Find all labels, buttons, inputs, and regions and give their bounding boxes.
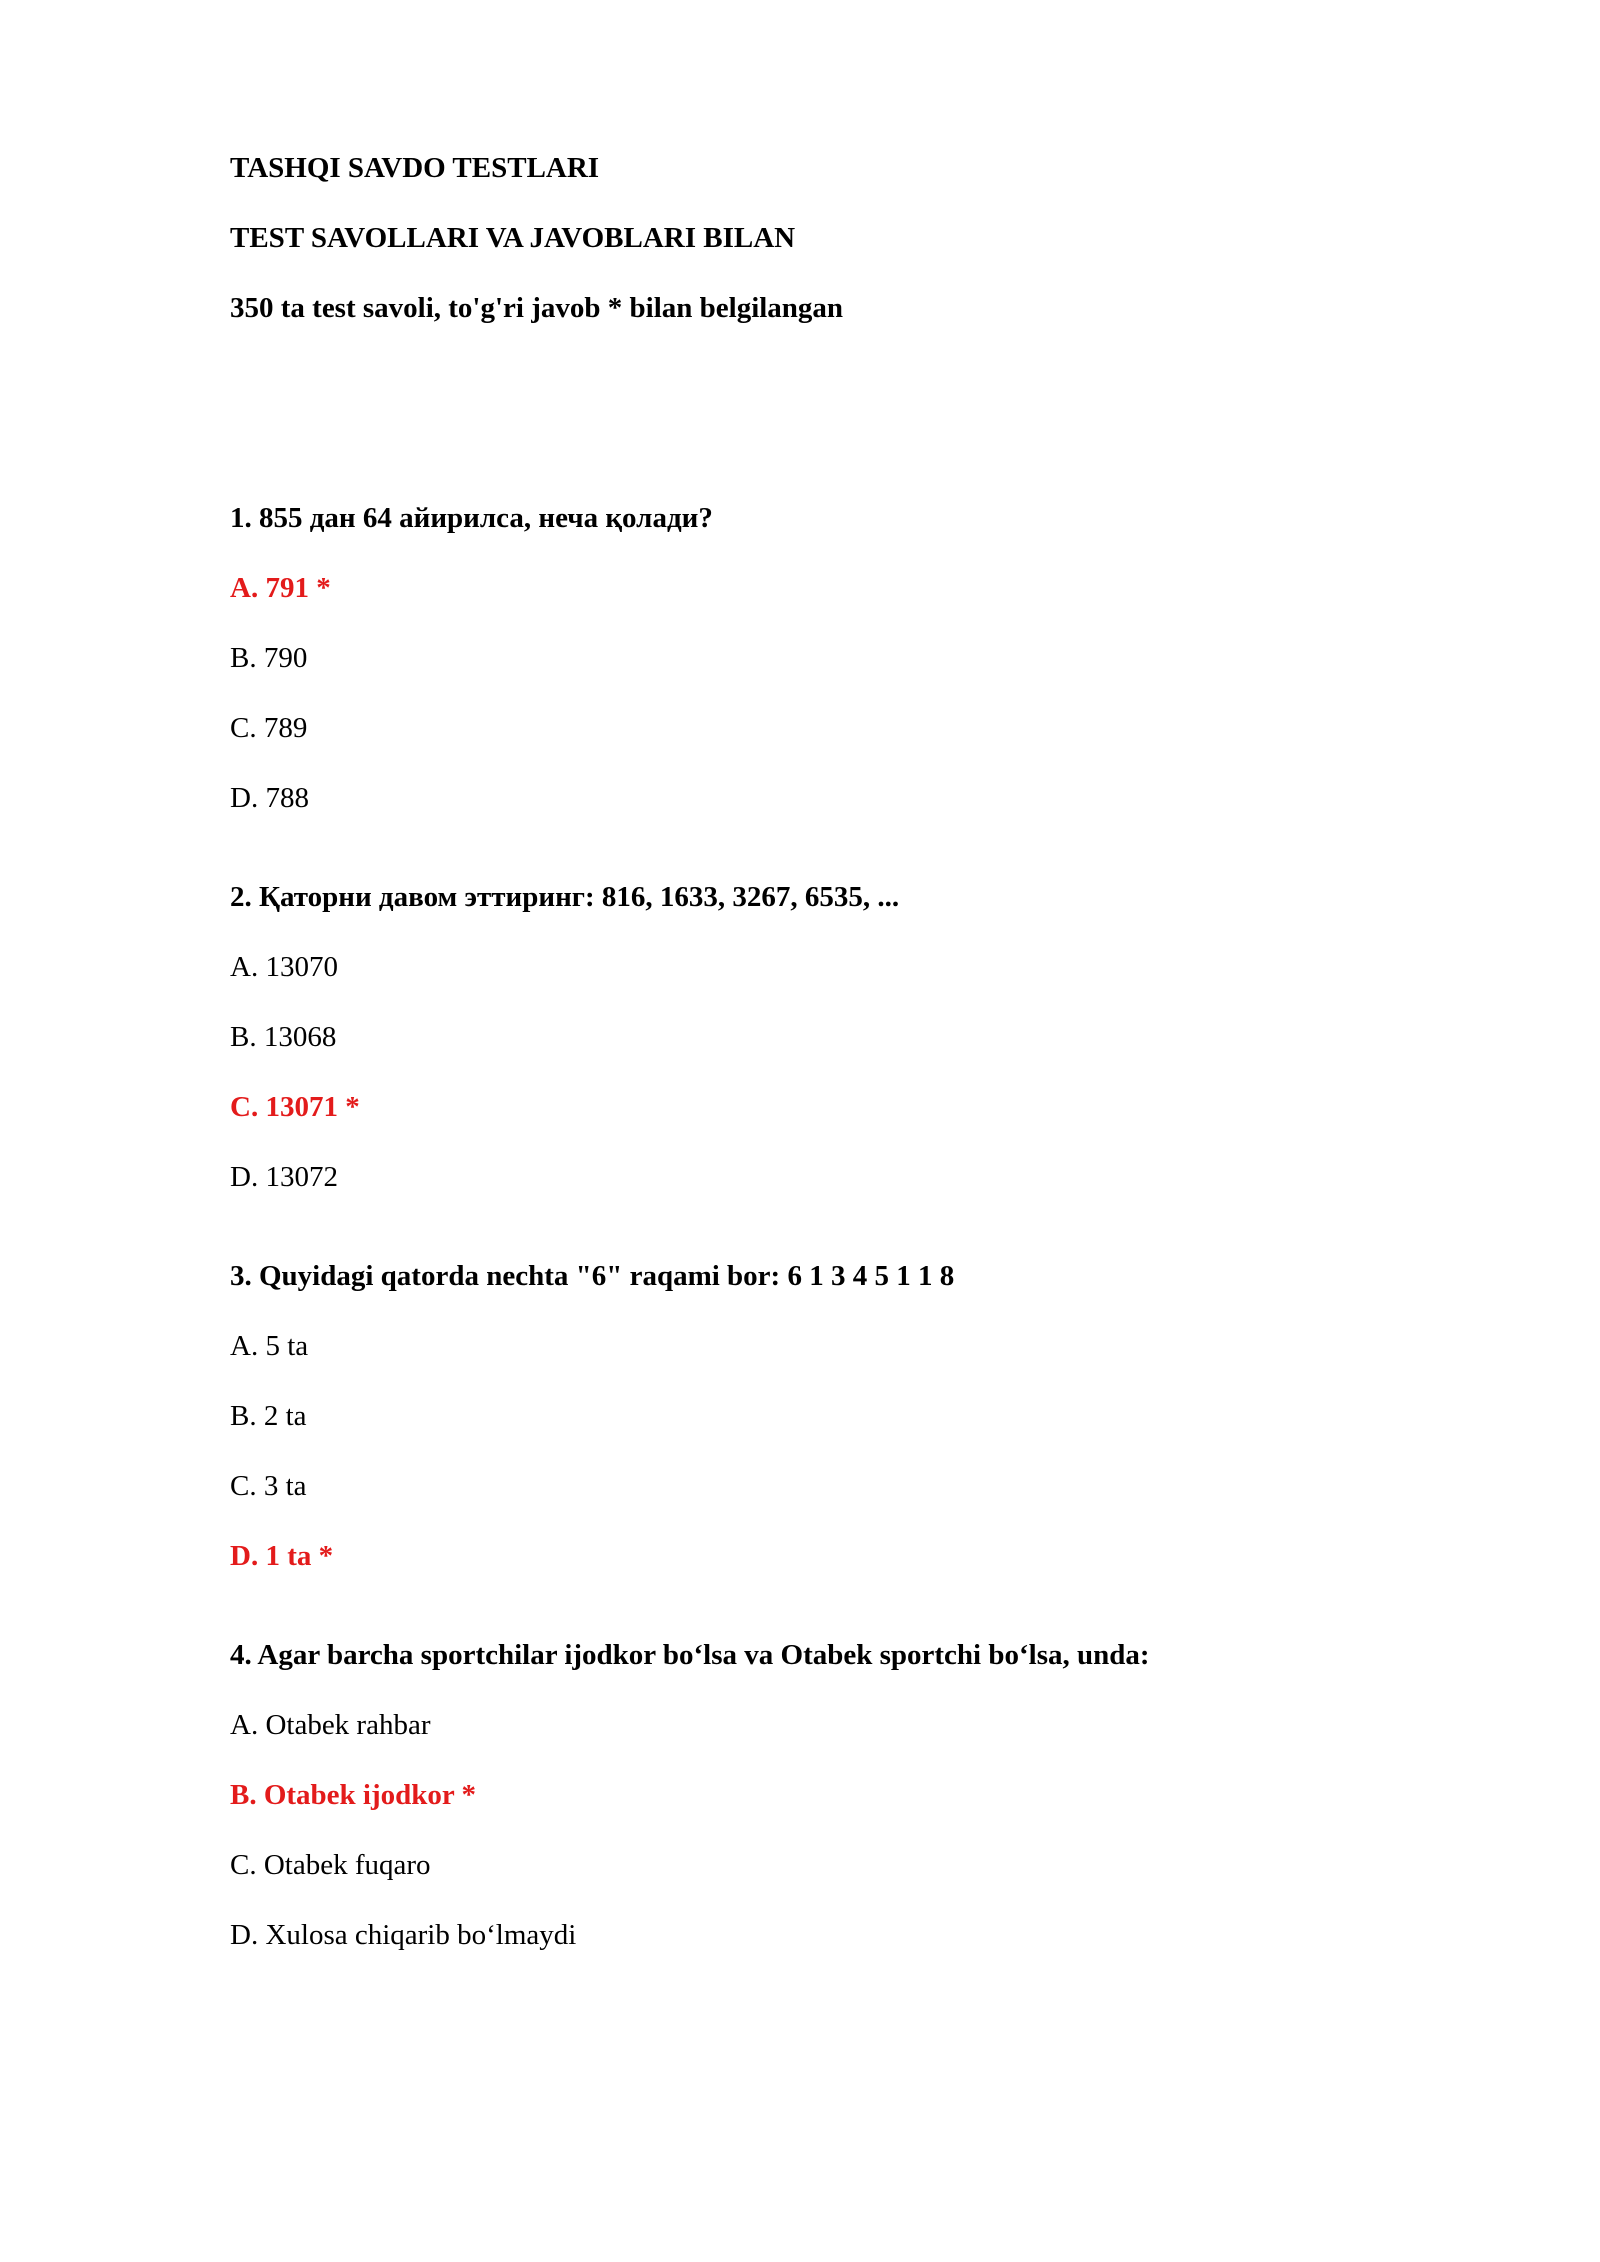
document-note: 350 ta test savoli, to'g'ri javob * bilan belgilangan [230, 292, 844, 324]
answer-option: A. Otabek rahbar [230, 1709, 431, 1741]
correct-answer-option: C. 13071 * [230, 1091, 360, 1123]
question-3 [230, 1258, 1430, 1574]
document-page [230, 150, 1430, 2016]
correct-answer-option: D. 1 ta * [230, 1540, 334, 1572]
answer-option: B. 790 [230, 642, 308, 674]
answer-option: C. 3 ta [230, 1470, 307, 1502]
question-text: 1. 855 дан 64 айирилса, неча қолади? [230, 502, 713, 534]
document-title: TASHQI SAVDO TESTLARI [230, 152, 600, 184]
question-text: 2. Қаторни давом эттиринг: 816, 1633, 3267, 6535, ... [230, 881, 900, 913]
answer-option: C. Otabek fuqaro [230, 1849, 431, 1881]
answer-option: D. 788 [230, 782, 309, 814]
question-1 [230, 500, 1430, 816]
answer-option: B. 2 ta [230, 1400, 307, 1432]
spacer [230, 360, 1430, 500]
answer-option: B. 13068 [230, 1021, 337, 1053]
question-4 [230, 1637, 1430, 1953]
question-text: 3. Quyidagi qatorda nechta "6" raqami bor: 6 1 3 4 5 1 1 8 [230, 1260, 955, 1292]
document-subtitle: TEST SAVOLLARI VA JAVOBLARI BILAN [230, 222, 796, 254]
answer-option: D. Xulosa chiqarib bo‘lmaydi [230, 1919, 577, 1951]
answer-option: A. 13070 [230, 951, 338, 983]
question-2 [230, 879, 1430, 1195]
correct-answer-option: A. 791 * [230, 572, 331, 604]
answer-option: D. 13072 [230, 1161, 338, 1193]
question-text: 4. Agar barcha sportchilar ijodkor bo‘lsa va Otabek sportchi bo‘lsa, unda: [230, 1639, 1150, 1671]
correct-answer-option: B. Otabek ijodkor * [230, 1779, 477, 1811]
answer-option: C. 789 [230, 712, 308, 744]
answer-option: A. 5 ta [230, 1330, 309, 1362]
